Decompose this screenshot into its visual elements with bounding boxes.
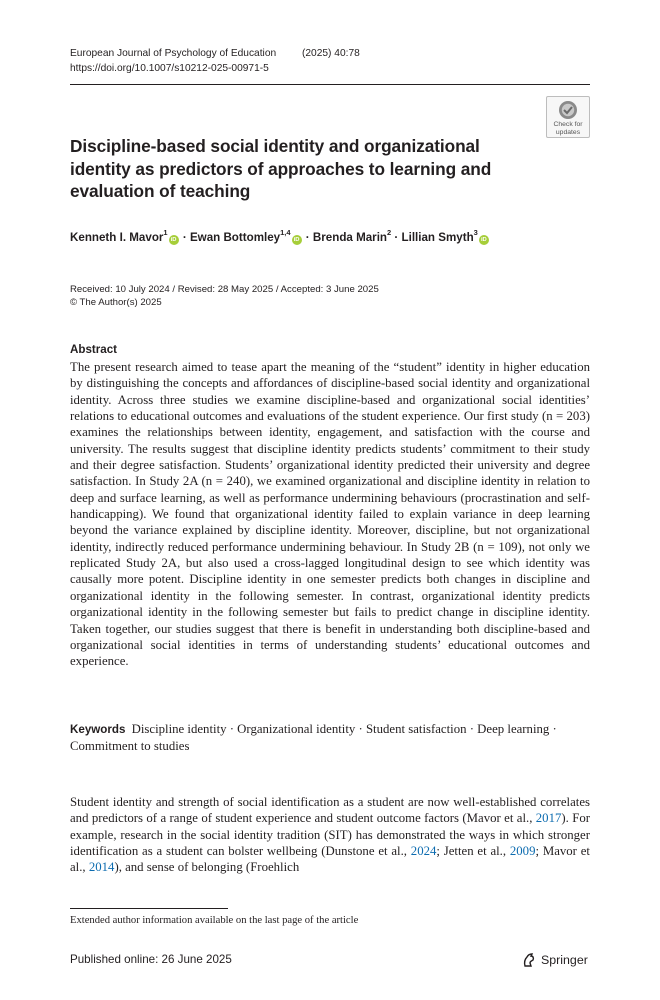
body-paragraph <box>70 794 590 876</box>
check-for-updates-icon <box>558 100 578 120</box>
body-text-segment: ; Jetten et al., <box>436 844 510 859</box>
check-for-updates-badge[interactable] <box>546 96 590 138</box>
badge-text-line1: Check for <box>553 121 583 128</box>
citation-link[interactable]: 2014 <box>88 860 115 875</box>
keywords <box>70 721 590 755</box>
citation-link[interactable]: 2009 <box>509 844 536 859</box>
author-name[interactable]: Lillian Smyth <box>401 230 474 244</box>
publication-history: Received: 10 July 2024 / Revised: 28 May 2025 / Accepted: 3 June 2025 <box>70 284 379 295</box>
publisher-name: Springer <box>541 953 588 967</box>
copyright-notice: © The Author(s) 2025 <box>70 297 162 308</box>
journal-citation: (2025) 40:78 <box>302 48 360 59</box>
springer-logo[interactable] <box>521 951 591 969</box>
published-online: Published online: 26 June 2025 <box>70 953 232 966</box>
journal-name: European Journal of Psychology of Education <box>70 48 277 59</box>
journal-row <box>70 46 590 61</box>
author-separator: · <box>394 230 399 244</box>
orcid-icon[interactable]: iD <box>292 235 302 245</box>
keywords-text: Discipline identity · Organizational identity · Student satisfaction · Deep learning · Commitment to studies <box>70 722 557 754</box>
footnote: Extended author information available on the last page of the article <box>70 915 359 926</box>
body-text-segment: ). For example, research in the social identity tradition (SIT) has demonstrated the ways in which stronger identification as a student can bolster wellbeing (Dunstone et al., <box>70 811 590 859</box>
article-title: Discipline-based social identity and organizational identity as predictors of approaches to learning and evaluation of teaching <box>70 136 492 202</box>
author-affiliation: 2 <box>387 228 392 237</box>
author-separator: · <box>182 230 187 244</box>
header-rule <box>70 84 590 85</box>
keywords-label: Keywords <box>70 723 126 736</box>
abstract-text: The present research aimed to tease apart the meaning of the “student” identity in higher education by distinguishing the concepts and affordances of discipline-based social identity and organizational identity. Across three studies we examine discipline-based and organizational social identities’ relations to educational outcomes and evaluations of the student experience. Our first study (n = 203) examines the relationships between identity, engagement, and satisfaction with the course and university. The results suggest that discipline identity predicts students’ commitment to their study and their degree satisfaction. Students’ organizational identity predicted their university and degree satisfaction. In Study 2A (n = 240), we examined organizational and discipline identity in relation to deep and surface learning, as well as performance undermining behaviours (procrastination and self-handicapping). We found that organizational identity failed to explain variance in deep learning beyond the variance explained by discipline identity. Moreover, discipline, but not organizational identity, indirectly reduced performance undermining behaviour. In Study 2B (n = 109), not only we replicated Study 2A, but also used a cross-lagged longitudinal design to see which identity was causally more potent. Discipline identity in one semester predicts both changes in discipline and organizational identity in the following semester. In contrast, organizational identity predicts organizational identity in the following semester but fails to predict change in discipline identity. Taken together, our studies suggest that there is benefit in understanding both discipline-based and organizational social identities in terms of understanding students’ educational outcomes and experience. <box>70 360 590 669</box>
springer-horse-icon <box>521 952 537 968</box>
article-dates <box>70 283 590 309</box>
author-name[interactable]: Ewan Bottomley <box>189 230 281 244</box>
author-name[interactable]: Brenda Marin <box>312 230 387 244</box>
badge-text-line2: updates <box>555 129 581 136</box>
abstract-heading: Abstract <box>70 343 118 356</box>
body-text-segment: ; Mavor et al., <box>70 844 590 875</box>
citation-link[interactable]: 2024 <box>410 844 437 859</box>
citation-link[interactable]: 2017 <box>535 811 562 826</box>
body-text-segment: ), and sense of belonging (Froehlich <box>114 860 300 875</box>
body-text-segment: Student identity and strength of social identification as a student are now well-established correlates and predictors of a range of student experience and student outcome factors ( <box>70 795 590 826</box>
citation-author: Mavor et al., <box>466 811 536 826</box>
footnote-rule <box>70 908 228 909</box>
doi-link[interactable]: https://doi.org/10.1007/s10212-025-00971-5 <box>70 63 269 74</box>
author-affiliation: 1 <box>163 228 168 237</box>
author-separator: · <box>305 230 310 244</box>
journal-header <box>70 46 590 76</box>
author-affiliation: 3 <box>473 228 478 237</box>
author-name[interactable]: Kenneth I. Mavor <box>70 230 164 244</box>
orcid-icon[interactable]: iD <box>169 235 179 245</box>
author-list <box>70 226 590 246</box>
orcid-icon[interactable]: iD <box>479 235 489 245</box>
author-affiliation: 1,4 <box>280 228 291 237</box>
